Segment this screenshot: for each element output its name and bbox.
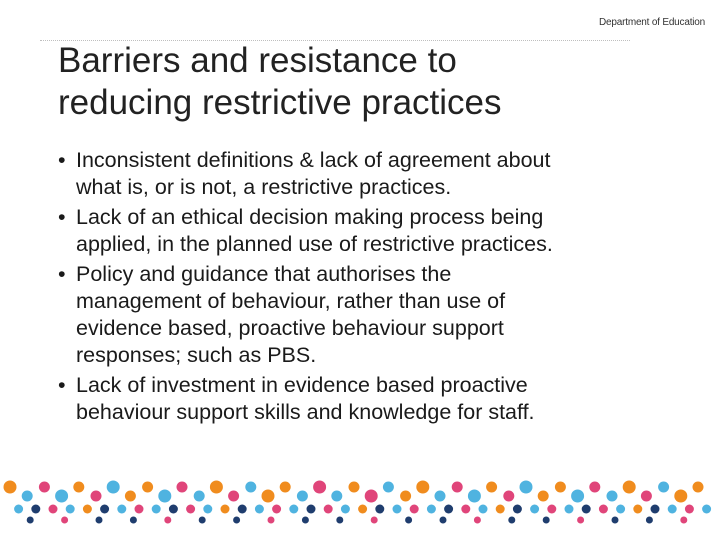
- decor-dot: [427, 505, 436, 514]
- decor-dot: [571, 490, 584, 503]
- decor-dot: [341, 505, 350, 514]
- decor-dot: [651, 505, 660, 514]
- decor-dot: [405, 517, 412, 524]
- decor-dot: [221, 505, 230, 514]
- decor-dot: [365, 490, 378, 503]
- bullet-icon: •: [58, 373, 66, 397]
- decor-dot: [582, 505, 591, 514]
- decor-dot: [474, 517, 481, 524]
- decor-dot: [658, 482, 669, 493]
- decor-dot: [530, 505, 539, 514]
- decor-dot: [371, 517, 378, 524]
- decor-dot: [336, 517, 343, 524]
- decor-dot: [307, 505, 316, 514]
- decor-dot: [375, 505, 384, 514]
- decor-dot: [440, 517, 447, 524]
- decor-dot: [245, 482, 256, 493]
- decor-dot: [262, 490, 275, 503]
- decor-dot: [158, 490, 171, 503]
- decor-dot: [289, 505, 298, 514]
- decor-dot: [186, 505, 195, 514]
- decor-dot: [96, 517, 103, 524]
- decor-dot: [169, 505, 178, 514]
- slide-title: [58, 40, 678, 124]
- decor-dot: [135, 505, 144, 514]
- decor-dot: [452, 482, 463, 493]
- decor-dot: [61, 517, 68, 524]
- decorative-people-dots: [0, 476, 720, 526]
- decor-dot: [49, 505, 58, 514]
- decor-dot: [27, 517, 34, 524]
- decor-dot: [238, 505, 247, 514]
- decor-dot: [125, 491, 136, 502]
- bullet-item-2: [56, 204, 696, 258]
- bullet-item-4: [56, 372, 696, 426]
- decor-dot: [107, 481, 120, 494]
- decor-dot: [400, 491, 411, 502]
- decor-dot: [302, 517, 309, 524]
- bullet-3-line-1: Policy and guidance that authorises the: [76, 262, 452, 286]
- decor-dot: [416, 481, 429, 494]
- decor-dot: [435, 491, 446, 502]
- decor-dot: [486, 482, 497, 493]
- decor-dot: [685, 505, 694, 514]
- decor-dot: [674, 490, 687, 503]
- decor-dot: [14, 505, 23, 514]
- bullet-3-line-2: management of behaviour, rather than use of: [76, 289, 506, 313]
- decor-dot: [280, 482, 291, 493]
- decor-dot: [324, 505, 333, 514]
- decor-dot: [55, 490, 68, 503]
- decor-dot: [468, 490, 481, 503]
- decor-dot: [177, 482, 188, 493]
- bullet-icon: •: [58, 148, 66, 172]
- decor-dot: [668, 505, 677, 514]
- decor-dot: [547, 505, 556, 514]
- decor-dot: [646, 517, 653, 524]
- decor-dot: [199, 517, 206, 524]
- decor-dot: [194, 491, 205, 502]
- bullet-3-line-3: evidence based, proactive behaviour support: [76, 316, 504, 340]
- decor-dot: [297, 491, 308, 502]
- decor-dot: [393, 505, 402, 514]
- decor-dot: [268, 517, 275, 524]
- bullet-3-line-4: responses; such as PBS.: [76, 343, 317, 367]
- decor-dot: [31, 505, 40, 514]
- decor-dot: [503, 491, 514, 502]
- decor-dot: [233, 517, 240, 524]
- bullet-1-line-1: Inconsistent definitions & lack of agreement about: [76, 148, 551, 172]
- decor-dot: [73, 482, 84, 493]
- decor-dot: [83, 505, 92, 514]
- decor-dot: [589, 482, 600, 493]
- decor-dot: [66, 505, 75, 514]
- bullet-1-line-2: what is, or is not, a restrictive practices.: [76, 175, 452, 199]
- decor-dot: [331, 491, 342, 502]
- decor-dot: [702, 505, 711, 514]
- decor-dot: [641, 491, 652, 502]
- decor-dot: [313, 481, 326, 494]
- decor-dot: [612, 517, 619, 524]
- decor-dot: [607, 491, 618, 502]
- decor-dot: [117, 505, 126, 514]
- decor-dot: [543, 517, 550, 524]
- decor-dot: [577, 517, 584, 524]
- decor-dot: [272, 505, 281, 514]
- decor-dot: [461, 505, 470, 514]
- decor-dot: [203, 505, 212, 514]
- decor-dot: [39, 482, 50, 493]
- decor-dot: [599, 505, 608, 514]
- decor-dot: [91, 491, 102, 502]
- decor-dot: [496, 505, 505, 514]
- decor-dot: [349, 482, 360, 493]
- bullet-2-line-2: applied, in the planned use of restrictive practices.: [76, 232, 553, 256]
- bullet-2-line-1: Lack of an ethical decision making process being: [76, 205, 544, 229]
- decor-dot: [538, 491, 549, 502]
- decor-dot: [623, 481, 636, 494]
- decor-dot: [130, 517, 137, 524]
- decor-dot: [555, 482, 566, 493]
- bullet-4-line-1: Lack of investment in evidence based proactive: [76, 373, 528, 397]
- decor-dot: [410, 505, 419, 514]
- bullet-item-3: [56, 261, 696, 369]
- decor-dot: [444, 505, 453, 514]
- bullet-icon: •: [58, 262, 66, 286]
- bullet-list: [56, 147, 696, 429]
- decor-dot: [479, 505, 488, 514]
- decor-dot: [22, 491, 33, 502]
- decor-dot: [210, 481, 223, 494]
- decor-dot: [100, 505, 109, 514]
- bullet-4-line-2: behaviour support skills and knowledge for staff.: [76, 400, 535, 424]
- department-logo-text: Department of Education: [599, 17, 706, 28]
- decor-dot: [164, 517, 171, 524]
- decor-dot: [633, 505, 642, 514]
- decor-dot: [565, 505, 574, 514]
- decor-dot: [680, 517, 687, 524]
- decor-dot: [228, 491, 239, 502]
- decor-dot: [616, 505, 625, 514]
- decor-dot: [508, 517, 515, 524]
- title-line-1: Barriers and resistance to: [58, 41, 457, 80]
- decor-dot: [255, 505, 264, 514]
- decor-dot: [142, 482, 153, 493]
- decor-dot: [513, 505, 522, 514]
- decor-dot: [520, 481, 533, 494]
- decor-dot: [358, 505, 367, 514]
- decor-dot: [4, 481, 17, 494]
- bullet-item-1: [56, 147, 696, 201]
- bullet-icon: •: [58, 205, 66, 229]
- decor-dot: [383, 482, 394, 493]
- decor-dot: [693, 482, 704, 493]
- title-line-2: reducing restrictive practices: [58, 83, 502, 122]
- decor-dot: [152, 505, 161, 514]
